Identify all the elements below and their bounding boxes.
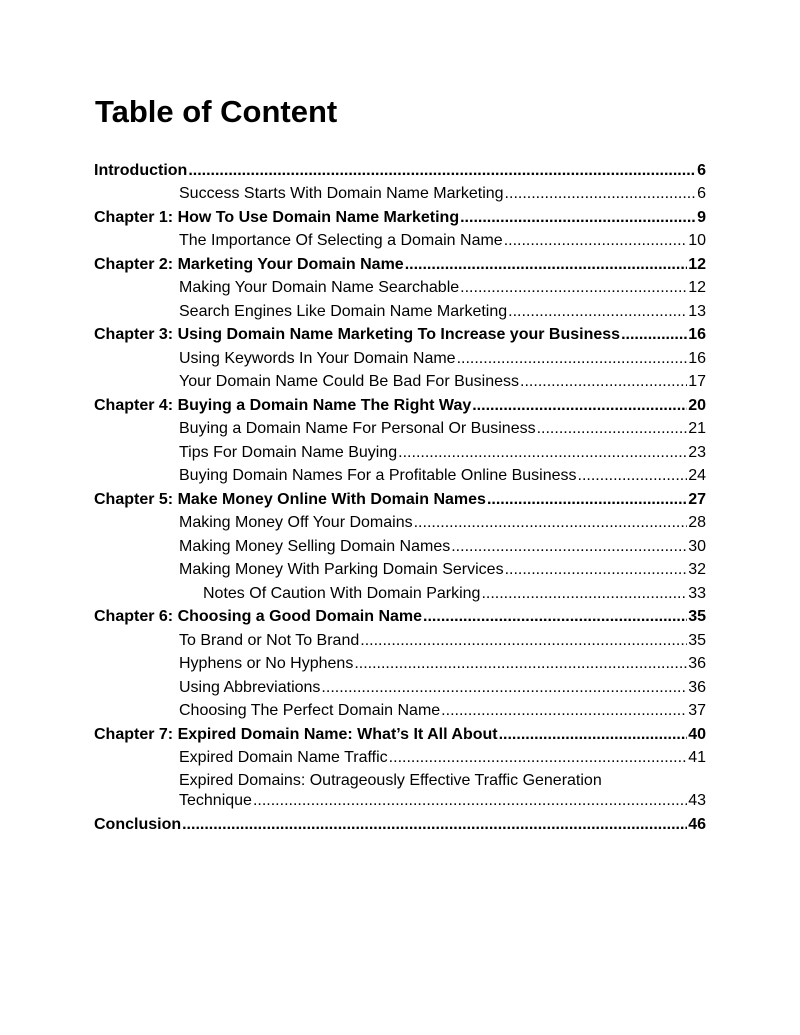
toc-entry-title: Expired Domain Name Traffic xyxy=(179,749,388,766)
toc-page-number: 35 xyxy=(688,608,706,625)
toc-entry-title: Chapter 4: Buying a Domain Name The Right Way xyxy=(94,396,472,414)
dot-leader xyxy=(537,419,688,439)
toc-entry[interactable] xyxy=(94,439,706,463)
toc-entry-title: Chapter 6: Choosing a Good Domain Name xyxy=(94,608,423,625)
toc-entry[interactable] xyxy=(94,275,706,299)
toc-page-number: 33 xyxy=(688,584,706,602)
toc-page-number: 27 xyxy=(688,490,706,508)
dot-leader xyxy=(405,255,688,275)
toc-entry-title: Tips For Domain Name Buying xyxy=(179,443,398,461)
toc-entry[interactable] xyxy=(94,533,706,557)
dot-leader xyxy=(487,490,687,510)
toc-entry-title: The Importance Of Selecting a Domain Name xyxy=(179,232,503,249)
toc-entry-chapter-6[interactable] xyxy=(94,604,706,628)
dot-leader xyxy=(188,161,696,181)
toc-page-number: 24 xyxy=(688,467,706,484)
dot-leader xyxy=(253,791,687,811)
toc-entry-title: Choosing The Perfect Domain Name xyxy=(179,702,441,719)
dot-leader xyxy=(451,537,687,557)
toc-page-number: 40 xyxy=(688,725,706,743)
toc-entry-title: Using Abbreviations xyxy=(179,678,321,696)
toc-entry[interactable] xyxy=(94,651,706,675)
toc-entry-title: Making Money Selling Domain Names xyxy=(179,537,451,555)
toc-entry[interactable] xyxy=(94,698,706,722)
dot-leader xyxy=(414,513,688,533)
toc-page-number: 36 xyxy=(688,678,706,696)
dot-leader xyxy=(441,701,687,721)
dot-leader xyxy=(460,208,696,228)
dot-leader xyxy=(321,678,687,698)
toc-page-number: 35 xyxy=(688,631,706,649)
toc-page-number: 28 xyxy=(688,514,706,531)
toc-entry-title: Notes Of Caution With Domain Parking xyxy=(203,584,481,602)
toc-page-number: 23 xyxy=(688,443,706,461)
toc-page-number: 6 xyxy=(697,185,706,202)
toc-page-number: 16 xyxy=(688,326,706,343)
dot-leader xyxy=(354,654,687,674)
toc-entry[interactable] xyxy=(94,416,706,440)
dot-leader xyxy=(398,443,687,463)
toc-entry-conclusion[interactable] xyxy=(94,811,706,835)
toc-entry[interactable] xyxy=(94,627,706,651)
toc-page-number: 12 xyxy=(688,255,706,273)
dot-leader xyxy=(460,278,687,298)
toc-entry[interactable] xyxy=(94,181,706,205)
dot-leader xyxy=(182,815,687,835)
toc-entry-title: Your Domain Name Could Be Bad For Business xyxy=(179,373,520,390)
toc-entry[interactable] xyxy=(94,745,706,769)
toc-entry-chapter-5[interactable] xyxy=(94,486,706,510)
toc-page-number: 21 xyxy=(688,420,706,437)
toc-entry-chapter-7[interactable] xyxy=(94,721,706,745)
dot-leader xyxy=(578,466,688,486)
toc-page-number: 41 xyxy=(688,749,706,766)
toc-entry[interactable] xyxy=(94,557,706,581)
toc-entry-title: Making Money With Parking Domain Services xyxy=(179,561,504,578)
toc-entry-title: Chapter 3: Using Domain Name Marketing To Increase your Business xyxy=(94,326,621,343)
toc-page-number: 32 xyxy=(688,561,706,578)
toc-entry-chapter-1[interactable] xyxy=(94,204,706,228)
toc-entry[interactable] xyxy=(94,674,706,698)
toc-page-number: 36 xyxy=(688,655,706,672)
toc-page-number: 20 xyxy=(688,396,706,414)
dot-leader xyxy=(472,396,687,416)
toc-entry-title: Buying Domain Names For a Profitable Online Business xyxy=(179,467,577,484)
toc-page-number: 46 xyxy=(688,815,706,833)
dot-leader xyxy=(423,607,687,627)
toc-entry-chapter-4[interactable] xyxy=(94,392,706,416)
toc-entry-continuation xyxy=(179,791,706,811)
toc-page-number: 43 xyxy=(688,792,706,809)
page-title: Table of Content xyxy=(95,94,338,129)
toc-page-number: 17 xyxy=(688,373,706,390)
toc-entry-title: Buying a Domain Name For Personal Or Business xyxy=(179,420,536,437)
toc-entry[interactable] xyxy=(94,580,706,604)
toc-entry[interactable] xyxy=(94,510,706,534)
toc-entry-title: Introduction xyxy=(94,161,188,179)
toc-entry-introduction[interactable] xyxy=(94,157,706,181)
toc-page-number: 16 xyxy=(688,349,706,367)
toc-entry-title: Making Your Domain Name Searchable xyxy=(179,279,460,296)
toc-entry[interactable] xyxy=(94,771,706,811)
toc-entry-title: Success Starts With Domain Name Marketing xyxy=(179,185,504,202)
dot-leader xyxy=(481,584,687,604)
toc-page-number: 12 xyxy=(688,279,706,296)
toc-entry-title: Chapter 2: Marketing Your Domain Name xyxy=(94,255,404,273)
dot-leader xyxy=(504,231,688,251)
dot-leader xyxy=(499,725,688,745)
toc-page-number: 13 xyxy=(688,302,706,320)
toc-entry-title-line2: Technique xyxy=(179,792,252,809)
toc-entry[interactable] xyxy=(94,228,706,252)
toc-page-number: 10 xyxy=(688,232,706,249)
dot-leader xyxy=(621,325,687,345)
toc-page-number: 9 xyxy=(697,208,706,226)
toc-entry-chapter-3[interactable] xyxy=(94,322,706,346)
toc-entry-title: Chapter 1: How To Use Domain Name Marketing xyxy=(94,208,460,226)
dot-leader xyxy=(389,748,688,768)
toc-entry-title: Chapter 5: Make Money Online With Domain Names xyxy=(94,490,486,508)
toc-entry-title: Chapter 7: Expired Domain Name: What’s It All About xyxy=(94,725,498,743)
toc-entry-title: Expired Domains: Outrageously Effective Traffic Generation xyxy=(179,772,602,789)
toc-entry[interactable] xyxy=(94,345,706,369)
toc-entry-chapter-2[interactable] xyxy=(94,251,706,275)
toc-entry-title: Hyphens or No Hyphens xyxy=(179,655,354,672)
toc-entry-title: Search Engines Like Domain Name Marketing xyxy=(179,302,508,320)
toc-page-number: 6 xyxy=(697,161,706,179)
toc-page-number: 30 xyxy=(688,537,706,555)
dot-leader xyxy=(508,302,687,322)
toc-entry-title: To Brand or Not To Brand xyxy=(179,631,360,649)
dot-leader xyxy=(457,349,688,369)
dot-leader xyxy=(520,372,687,392)
dot-leader xyxy=(505,184,697,204)
toc-entry[interactable] xyxy=(94,298,706,322)
toc-entry[interactable] xyxy=(94,463,706,487)
dot-leader xyxy=(360,631,687,651)
toc-entry-title: Using Keywords In Your Domain Name xyxy=(179,349,456,367)
dot-leader xyxy=(505,560,688,580)
toc-entry-title: Conclusion xyxy=(94,815,182,833)
toc-page-number: 37 xyxy=(688,702,706,719)
toc-entry-title: Making Money Off Your Domains xyxy=(179,514,413,531)
toc-entry[interactable] xyxy=(94,369,706,393)
table-of-contents xyxy=(94,157,706,835)
